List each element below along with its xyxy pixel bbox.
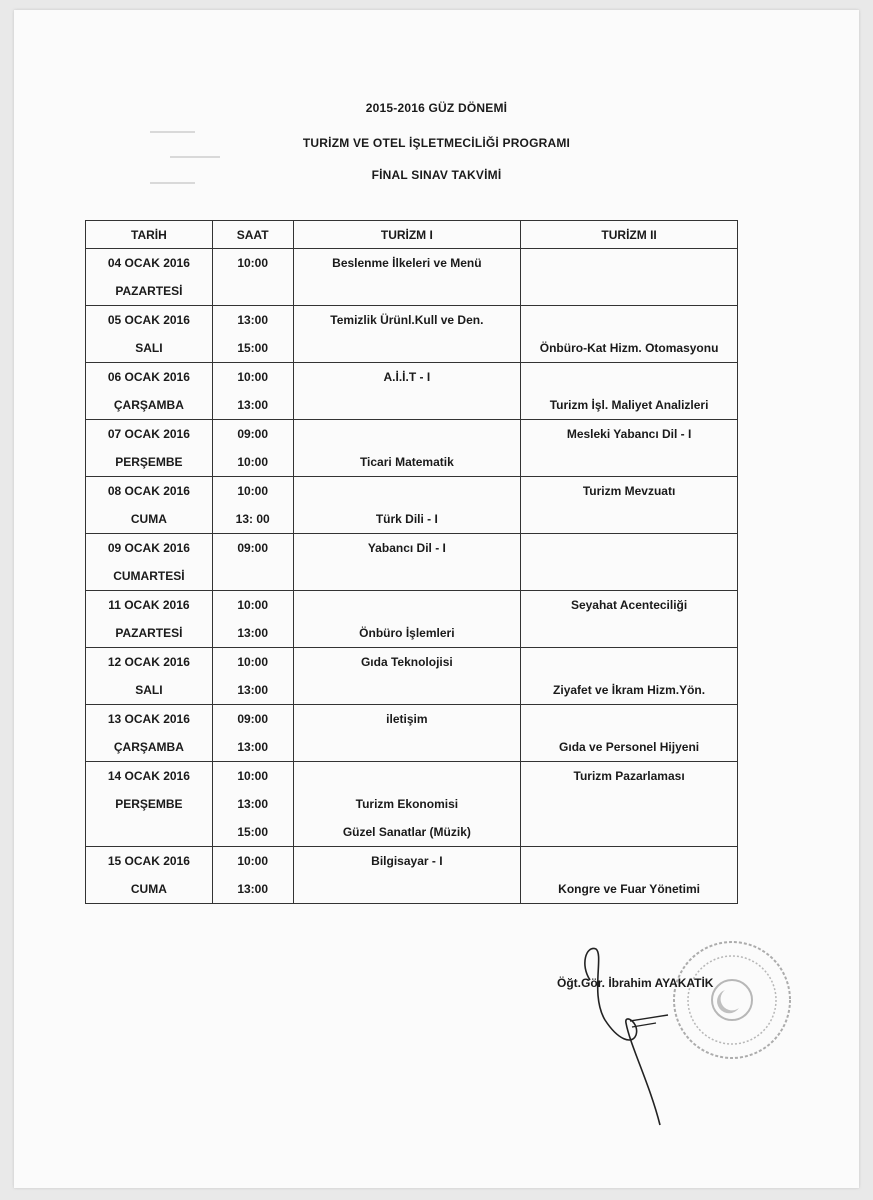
date-line: PAZARTESİ — [115, 284, 183, 298]
tourism-2-course — [521, 619, 737, 647]
tourism-2-course — [521, 648, 737, 676]
exam-schedule-table — [85, 220, 738, 904]
tourism-2-course: Turizm Pazarlaması — [573, 769, 685, 783]
time-cell — [212, 306, 293, 363]
date-cell — [86, 705, 213, 762]
table-body — [86, 249, 738, 904]
tourism-2-course: Gıda ve Personel Hijyeni — [559, 740, 700, 754]
time-line — [213, 562, 293, 590]
tourism-2-course — [521, 705, 737, 733]
handwritten-signature — [560, 935, 700, 1145]
tourism-1-course: Turizm Ekonomisi — [355, 797, 459, 811]
tourism-2-course: Turizm Mevzuatı — [582, 484, 676, 498]
time-line: 15:00 — [237, 825, 269, 839]
tourism-2-course — [521, 277, 737, 305]
tourism-1-course — [294, 391, 521, 419]
tourism-1-cell — [293, 705, 521, 762]
tourism-1-course — [294, 277, 521, 305]
time-cell — [212, 420, 293, 477]
table-row — [86, 762, 738, 847]
date-line: 04 OCAK 2016 — [107, 256, 190, 270]
table-row — [86, 363, 738, 420]
time-line: 09:00 — [237, 541, 269, 555]
date-line: ÇARŞAMBA — [113, 398, 184, 412]
tourism-1-cell — [293, 477, 521, 534]
date-line: ÇARŞAMBA — [113, 740, 184, 754]
tourism-2-course — [521, 306, 737, 334]
time-line: 13:00 — [237, 626, 269, 640]
tourism-1-course — [294, 676, 521, 704]
time-line: 13:00 — [237, 797, 269, 811]
table-row — [86, 477, 738, 534]
tourism-1-cell — [293, 420, 521, 477]
time-cell — [212, 762, 293, 847]
date-line: 05 OCAK 2016 — [107, 313, 190, 327]
tourism-2-cell — [521, 420, 738, 477]
tourism-1-cell — [293, 762, 521, 847]
tourism-1-course: Temizlik Ürünl.Kull ve Den. — [330, 313, 484, 327]
tourism-1-cell — [293, 534, 521, 591]
tourism-2-course: Seyahat Acenteciliği — [570, 598, 688, 612]
tourism-1-course — [294, 334, 521, 362]
table-row — [86, 534, 738, 591]
tourism-2-cell — [521, 249, 738, 306]
tourism-2-course — [521, 847, 737, 875]
date-line: PAZARTESİ — [115, 626, 183, 640]
tourism-1-course — [294, 562, 521, 590]
date-cell — [86, 591, 213, 648]
time-line: 13:00 — [237, 313, 269, 327]
time-line: 09:00 — [237, 712, 269, 726]
date-line: 14 OCAK 2016 — [107, 769, 190, 783]
signatory-name: Öğt.Gör. İbrahim AYAKATİK — [557, 976, 714, 990]
tourism-2-cell — [521, 762, 738, 847]
date-line: SALI — [135, 341, 163, 355]
tourism-1-cell — [293, 648, 521, 705]
tourism-1-course: Ticari Matematik — [359, 455, 454, 469]
time-cell — [212, 648, 293, 705]
schedule-title: FİNAL SINAV TAKVİMİ — [371, 168, 502, 182]
date-line: 06 OCAK 2016 — [107, 370, 190, 384]
tourism-1-course: Beslenme İlkeleri ve Menü — [332, 256, 482, 270]
time-cell — [212, 705, 293, 762]
tourism-1-course: Güzel Sanatlar (Müzik) — [342, 825, 471, 839]
tourism-2-course — [521, 562, 737, 590]
date-line: 11 OCAK 2016 — [108, 598, 190, 612]
time-cell — [212, 363, 293, 420]
time-line — [213, 277, 293, 305]
tourism-1-course — [294, 591, 521, 619]
time-line: 09:00 — [237, 427, 269, 441]
time-line: 10:00 — [237, 370, 269, 384]
time-line: 15:00 — [237, 341, 269, 355]
table-row — [86, 705, 738, 762]
tourism-2-cell — [521, 591, 738, 648]
tourism-1-course — [294, 762, 521, 790]
date-cell — [86, 363, 213, 420]
time-line: 13: 00 — [235, 512, 270, 526]
time-cell — [212, 534, 293, 591]
tourism-2-cell — [521, 847, 738, 904]
date-cell — [86, 847, 213, 904]
tourism-1-course — [294, 875, 521, 903]
tourism-1-cell — [293, 591, 521, 648]
tourism-2-course — [521, 249, 737, 277]
date-line: 09 OCAK 2016 — [107, 541, 190, 555]
table-row — [86, 591, 738, 648]
tourism-1-course: Önbüro İşlemleri — [359, 626, 455, 640]
date-line: SALI — [135, 683, 163, 697]
tourism-1-course: Yabancı Dil - I — [367, 541, 446, 555]
tourism-2-cell — [521, 534, 738, 591]
date-line: CUMA — [130, 512, 167, 526]
time-cell — [212, 477, 293, 534]
tourism-1-cell — [293, 363, 521, 420]
time-cell — [212, 591, 293, 648]
scan-smudge — [170, 156, 220, 158]
column-header-tourism-1: TURİZM I — [293, 221, 521, 249]
date-cell — [86, 420, 213, 477]
date-line: PERŞEMBE — [115, 797, 183, 811]
tourism-1-cell — [293, 847, 521, 904]
time-line: 10:00 — [237, 598, 269, 612]
time-line: 10:00 — [237, 455, 269, 469]
table-row — [86, 306, 738, 363]
tourism-1-course: iletişim — [386, 712, 428, 726]
date-line: 07 OCAK 2016 — [107, 427, 190, 441]
tourism-2-course — [521, 790, 737, 818]
time-line: 13:00 — [237, 882, 269, 896]
tourism-2-cell — [521, 477, 738, 534]
date-cell — [86, 477, 213, 534]
date-line: 15 OCAK 2016 — [107, 854, 190, 868]
column-header-time: SAAT — [212, 221, 293, 249]
time-line: 10:00 — [237, 769, 269, 783]
date-cell — [86, 249, 213, 306]
scan-smudge — [150, 182, 195, 184]
tourism-2-cell — [521, 705, 738, 762]
tourism-1-course: Türk Dili - I — [375, 512, 438, 526]
time-line: 10:00 — [237, 256, 269, 270]
table-row — [86, 420, 738, 477]
column-header-tourism-2: TURİZM II — [521, 221, 738, 249]
date-line: PERŞEMBE — [115, 455, 183, 469]
date-line: CUMA — [130, 882, 167, 896]
tourism-1-course: Gıda Teknolojisi — [360, 655, 453, 669]
time-line: 10:00 — [237, 854, 269, 868]
scan-smudge — [150, 131, 195, 133]
tourism-2-course — [521, 448, 737, 476]
program-title: TURİZM VE OTEL İŞLETMECİLİĞİ PROGRAMI — [302, 136, 571, 150]
tourism-1-course: A.İ.İ.T - I — [383, 370, 431, 384]
table-row — [86, 249, 738, 306]
time-line: 10:00 — [237, 655, 269, 669]
date-cell — [86, 648, 213, 705]
date-line: 08 OCAK 2016 — [107, 484, 190, 498]
tourism-2-course — [521, 363, 737, 391]
time-line: 13:00 — [237, 740, 269, 754]
tourism-1-course — [294, 477, 521, 505]
date-cell — [86, 534, 213, 591]
tourism-2-course — [521, 534, 737, 562]
term-title: 2015-2016 GÜZ DÖNEMİ — [365, 101, 508, 115]
tourism-2-course: Turizm İşl. Maliyet Analizleri — [549, 398, 709, 412]
tourism-1-cell — [293, 249, 521, 306]
time-cell — [212, 847, 293, 904]
table-header-row — [86, 221, 738, 249]
date-cell — [86, 762, 213, 847]
date-cell — [86, 306, 213, 363]
table-row — [86, 847, 738, 904]
tourism-2-course: Ziyafet ve İkram Hizm.Yön. — [553, 683, 706, 697]
tourism-1-course: Bilgisayar - I — [371, 854, 443, 868]
tourism-2-course — [521, 505, 737, 533]
time-cell — [212, 249, 293, 306]
tourism-1-cell — [293, 306, 521, 363]
tourism-2-cell — [521, 648, 738, 705]
tourism-2-course: Mesleki Yabancı Dil - I — [566, 427, 692, 441]
date-line — [86, 818, 212, 846]
time-line: 13:00 — [237, 683, 269, 697]
tourism-1-course — [294, 733, 521, 761]
tourism-2-course: Kongre ve Fuar Yönetimi — [558, 882, 700, 896]
time-line: 13:00 — [237, 398, 269, 412]
tourism-2-course — [521, 818, 737, 846]
tourism-2-course: Önbüro-Kat Hizm. Otomasyonu — [539, 341, 719, 355]
time-line: 10:00 — [237, 484, 269, 498]
tourism-2-cell — [521, 363, 738, 420]
column-header-date: TARİH — [86, 221, 213, 249]
tourism-2-cell — [521, 306, 738, 363]
date-line: CUMARTESİ — [113, 569, 185, 583]
date-line: 12 OCAK 2016 — [107, 655, 190, 669]
date-line: 13 OCAK 2016 — [107, 712, 190, 726]
table-row — [86, 648, 738, 705]
tourism-1-course — [294, 420, 521, 448]
